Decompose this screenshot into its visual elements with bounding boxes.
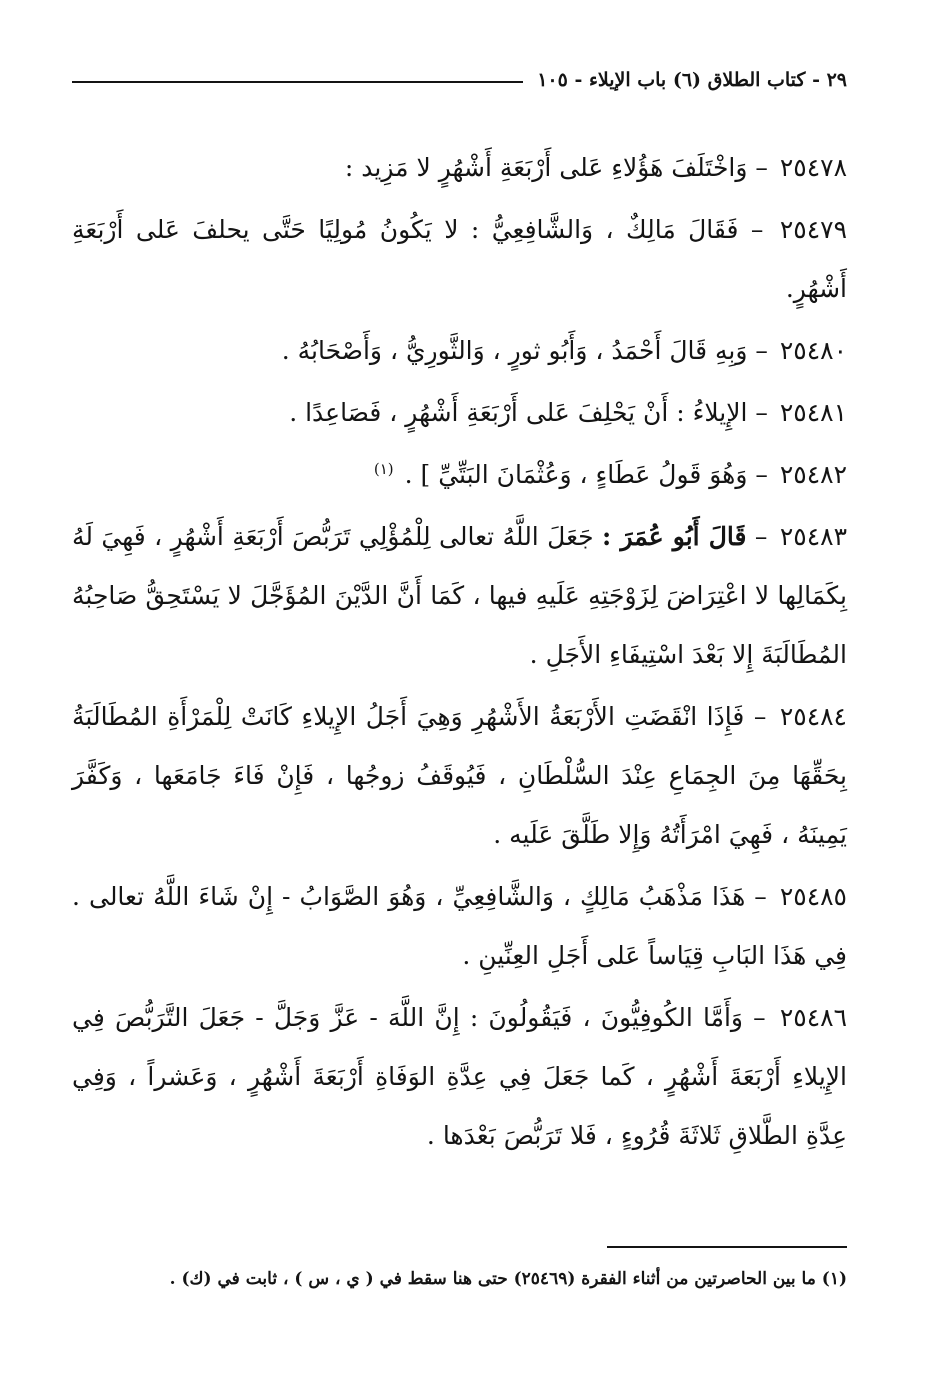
paragraph-number: ٢٥٤٨١ xyxy=(779,398,847,427)
paragraph-text: الإِيلاءُ : أَنْ يَحْلِفَ عَلى أَرْبَعَةِ أَشْهُرٍ ، فَصَاعِدًا . xyxy=(289,398,748,427)
paragraph-text: جَعَلَ اللَّهُ تعالى لِلْمُؤْلِي تَرَبُّصَ أَرْبَعَةِ أَشْهُرٍ ، فَهِيَ لَهُ بِكَمَالِها لا اعْتِرَاضَ لِزَوْجَتِهِ عَلَيهِ فيها ، كَمَا أَنَّ الدَّيْنَ المُؤَجَّلَ لا يَسْتَحِقُّ صَاحِبُهُ المُطَالَبَةَ إِلا بَعْدَ اسْتِيفَاءِ الأَجَلِ . xyxy=(72,522,847,669)
paragraph-25480: ٢٥٤٨٠ – وَبِهِ قَالَ أَحْمَدُ ، وَأَبُو ثورٍ ، وَالثَّورِيُّ ، وَأَصْحَابُهُ . xyxy=(281,336,847,365)
paragraph-25484: ٢٥٤٨٤ – فَإِذَا انْقَضَتِ الأَرْبَعَةُ الأَشْهُرِ وَهِيَ أَجَلُ الإِيلاءِ كَانَتْ لِلْمَرْأَةِ المُطَالَبَةُ بِحَقِّهَا مِنَ الجِمَاعِ عِنْدَ السُّلْطَانِ ، فَيُوقَفُ زوجُها ، فَإِنْ فَاءَ جَامَعَها ، وَكَفَّرَ يَمِينَهُ ، فَهِيَ امْرَأَتُهُ وَإِلا طَلَّقَ عَلَيه . xyxy=(72,702,847,849)
paragraph-number: ٢٥٤٨٢ xyxy=(779,460,847,489)
paragraph-number: ٢٥٤٨٤ xyxy=(779,702,847,731)
paragraph-number: ٢٥٤٨٦ xyxy=(779,1003,847,1032)
footnote-separator xyxy=(607,1246,847,1248)
footnote-text: (١) ما بين الحاصرتين من أثناء الفقرة (٢٥٤٦٩) حتى هنا سقط في ( ي ، س ) ، ثابت في (ك) . xyxy=(169,1269,847,1289)
footnote xyxy=(72,1265,847,1293)
paragraph-text: هَذَا مَذْهَبُ مَالِكٍ ، وَالشَّافِعِيِّ ، وَهُوَ الصَّوَابُ - إِنْ شَاءَ اللَّهُ تعالى . فِي هَذَا البَابِ قِيَاساً عَلى أَجَلِ العِنِّينِ . xyxy=(72,882,847,970)
paragraph-25482: ٢٥٤٨٢ – وَهُوَ قَولُ عَطَاءٍ ، وَعُثْمَانَ البَتِّيِّ ] . $^{(١)}$ xyxy=(373,460,847,489)
paragraph-text: فَإِذَا انْقَضَتِ الأَرْبَعَةُ الأَشْهُرِ وَهِيَ أَجَلُ الإِيلاءِ كَانَتْ لِلْمَرْأَةِ المُطَالَبَةُ بِحَقِّهَا مِنَ الجِمَاعِ عِنْدَ السُّلْطَانِ ، فَيُوقَفُ زوجُها ، فَإِنْ فَاءَ جَامَعَها ، وَكَفَّرَ يَمِينَهُ ، فَهِيَ امْرَأَتُهُ وَإِلا طَلَّقَ عَلَيه . xyxy=(72,702,847,849)
header-rule xyxy=(72,81,523,83)
paragraph-25486: ٢٥٤٨٦ – وَأَمَّا الكُوفِيُّونَ ، فَيَقُولُونَ : إِنَّ اللَّهَ - عَزَّ وَجَلَّ - جَعَلَ التَّرَبُّصَ فِي الإِيلاءِ أَرْبَعَةَ أَشْهُرٍ ، كَما جَعَلَ فِي عِدَّةِ الوَفَاةِ أَرْبَعَةَ أَشْهُرٍ ، وَعَشراً ، وَفِي عِدَّةِ الطَّلاقِ ثَلاثَةَ قُرُوءٍ ، فَلا تَرَبُّصَ بَعْدَها . xyxy=(72,1003,847,1150)
paragraph-text: وَأَمَّا الكُوفِيُّونَ ، فَيَقُولُونَ : إِنَّ اللَّهَ - عَزَّ وَجَلَّ - جَعَلَ التَّرَبُّصَ فِي الإِيلاءِ أَرْبَعَةَ أَشْهُرٍ ، كَما جَعَلَ فِي عِدَّةِ الوَفَاةِ أَرْبَعَةَ أَشْهُرٍ ، وَعَشراً ، وَفِي عِدَّةِ الطَّلاقِ ثَلاثَةَ قُرُوءٍ ، فَلا تَرَبُّصَ بَعْدَها . xyxy=(72,1003,847,1150)
paragraph-25485: ٢٥٤٨٥ – هَذَا مَذْهَبُ مَالِكٍ ، وَالشَّافِعِيِّ ، وَهُوَ الصَّوَابُ - إِنْ شَاءَ اللَّهُ تعالى . فِي هَذَا البَابِ قِيَاساً عَلى أَجَلِ العِنِّينِ . xyxy=(72,882,847,970)
footnote-reference[interactable]: (١) xyxy=(373,460,394,478)
paragraph-text: وَهُوَ قَولُ عَطَاءٍ ، وَعُثْمَانَ البَتِّيِّ ] . xyxy=(404,460,748,489)
paragraph-text: وَاخْتَلَفَ هَؤُلاءِ عَلى أَرْبَعَةِ أَشْهُرٍ لا مَزِيد : xyxy=(344,153,748,182)
body-text xyxy=(72,138,847,1168)
paragraph-number: ٢٥٤٨٣ xyxy=(779,522,847,551)
paragraph-text: وَبِهِ قَالَ أَحْمَدُ ، وَأَبُو ثورٍ ، وَالثَّورِيُّ ، وَأَصْحَابُهُ . xyxy=(281,336,748,365)
paragraph-number: ٢٥٤٨٥ xyxy=(779,882,847,911)
paragraph-25483: ٢٥٤٨٣ – قَالَ أَبُو عُمَرَ : جَعَلَ اللَّهُ تعالى لِلْمُؤْلِي تَرَبُّصَ أَرْبَعَةِ أَشْهُرٍ ، فَهِيَ لَهُ بِكَمَالِها لا اعْتِرَاضَ لِزَوْجَتِهِ عَلَيهِ فيها ، كَمَا أَنَّ الدَّيْنَ المُؤَجَّلَ لا يَسْتَحِقُّ صَاحِبُهُ المُطَالَبَةَ إِلا بَعْدَ اسْتِيفَاءِ الأَجَلِ . xyxy=(72,522,847,669)
paragraph-25481: ٢٥٤٨١ – الإِيلاءُ : أَنْ يَحْلِفَ عَلى أَرْبَعَةِ أَشْهُرٍ ، فَصَاعِدًا . xyxy=(289,398,847,427)
paragraph-number: ٢٥٤٧٨ xyxy=(779,153,847,182)
paragraph-25479: ٢٥٤٧٩ – فَقَالَ مَالِكٌ ، وَالشَّافِعِيُّ : لا يَكُونُ مُولِيًا حَتَّى يحلفَ عَلى أَرْبَعَةِ أَشْهُرٍ. xyxy=(72,215,847,303)
paragraph-number: ٢٥٤٧٩ xyxy=(779,215,847,244)
book-page xyxy=(72,60,847,1340)
paragraph-lead: قَالَ أَبُو عُمَرَ : xyxy=(602,522,747,551)
paragraph-25478: ٢٥٤٧٨ – وَاخْتَلَفَ هَؤُلاءِ عَلى أَرْبَعَةِ أَشْهُرٍ لا مَزِيد : xyxy=(344,153,847,182)
paragraph-text: فَقَالَ مَالِكٌ ، وَالشَّافِعِيُّ : لا يَكُونُ مُولِيًا حَتَّى يحلفَ عَلى أَرْبَعَةِ أَشْهُرٍ. xyxy=(72,215,847,303)
header-title: ٢٩ - كتاب الطلاق (٦) باب الإيلاء - ١٠٥ xyxy=(537,69,847,91)
running-header xyxy=(72,60,847,100)
paragraph-number: ٢٥٤٨٠ xyxy=(779,336,847,365)
